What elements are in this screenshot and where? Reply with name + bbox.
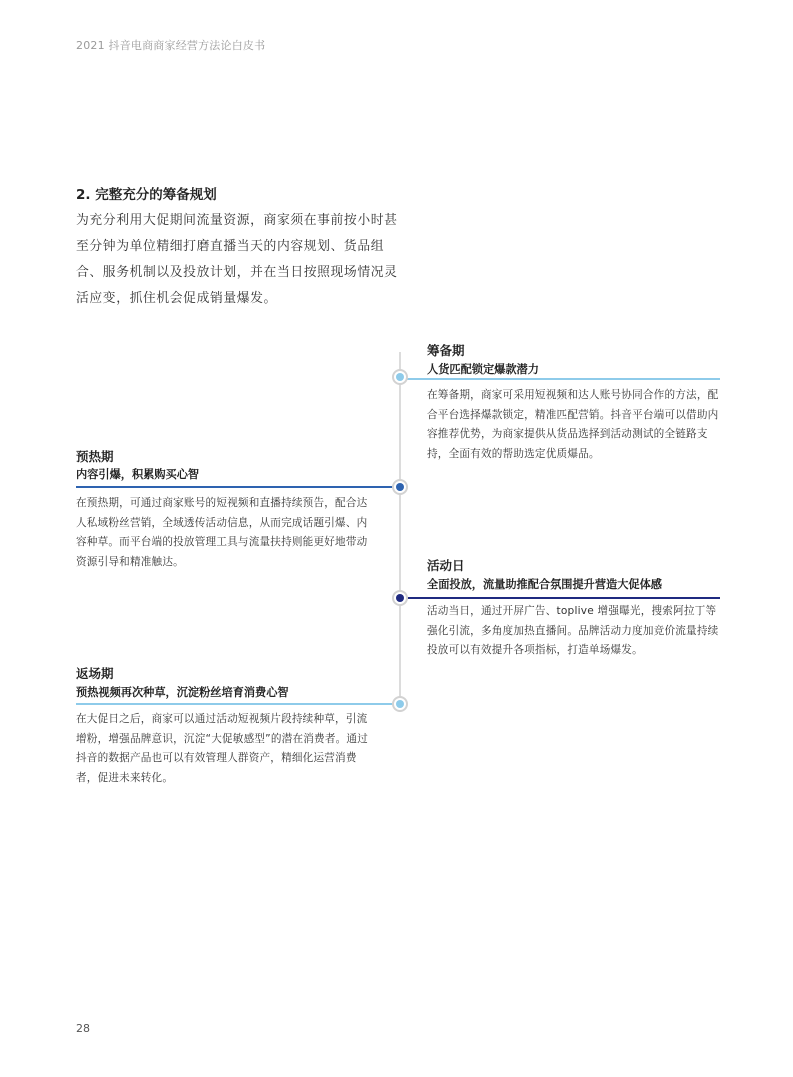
stage-divider-preparation bbox=[400, 378, 720, 380]
timeline-node-event-day bbox=[392, 590, 408, 606]
stage-body-event-day: 活动当日，通过开屏广告、toplive 增强曝光，搜索阿拉丁等强化引流，多角度加热直播间。品牌活动力度加竞价流量持续投放可以有效提升各项指标，打造单场爆发。 bbox=[427, 605, 719, 656]
timeline-node-encore bbox=[392, 696, 408, 712]
timeline-axis bbox=[399, 352, 401, 712]
stage-divider-event-day bbox=[400, 597, 720, 599]
stage-title-preparation: 筹备期 bbox=[427, 343, 465, 358]
stage-divider-warmup bbox=[76, 486, 400, 488]
timeline-dot-event-day bbox=[396, 594, 404, 602]
stage-subtitle-event-day: 全面投放，流量助推配合氛围提升营造大促体感 bbox=[427, 578, 662, 591]
stage-body-encore: 在大促日之后，商家可以通过活动短视频片段持续种草，引流增粉，增强品牌意识，沉淀“大促敏感型”的潜在消费者。通过抖音的数据产品也可以有效管理人群资产，精细化运营消费者，促进未来转化。 bbox=[76, 713, 369, 784]
timeline-node-preparation bbox=[392, 369, 408, 385]
stage-body-preparation: 在筹备期，商家可采用短视频和达人账号协同合作的方法，配合平台选择爆款锁定，精准匹配营销。抖音平台端可以借助内容推荐优势，为商家提供从货品选择到活动测试的全链路支持，全面有效的帮助选定优质爆品。 bbox=[427, 389, 719, 460]
timeline-dot-preparation bbox=[396, 373, 404, 381]
stage-title-warmup: 预热期 bbox=[76, 449, 114, 464]
section-title: 2. 完整充分的筹备规划 bbox=[76, 187, 217, 203]
stage-title-event-day: 活动日 bbox=[427, 558, 465, 573]
stage-subtitle-preparation: 人货匹配锁定爆款潜力 bbox=[427, 363, 539, 376]
stage-subtitle-encore: 预热视频再次种草，沉淀粉丝培育消费心智 bbox=[76, 686, 289, 699]
timeline-node-warmup bbox=[392, 479, 408, 495]
timeline-dot-warmup bbox=[396, 483, 404, 491]
stage-title-encore: 返场期 bbox=[76, 666, 114, 681]
timeline-dot-encore bbox=[396, 700, 404, 708]
page-number: 28 bbox=[76, 1022, 90, 1035]
section-intro: 为充分利用大促期间流量资源，商家须在事前按小时甚至分钟为单位精细打磨直播当天的内容规划、货品组合、服务机制以及投放计划，并在当日按照现场情况灵活应变，抓住机会促成销量爆发。 bbox=[76, 213, 398, 306]
stage-divider-encore bbox=[76, 703, 400, 705]
stage-body-warmup: 在预热期，可通过商家账号的短视频和直播持续预告，配合达人私域粉丝营销，全域透传活动信息，从而完成话题引爆、内容种草。而平台端的投放管理工具与流量扶持则能更好地带动资源引导和精准触达。 bbox=[76, 497, 368, 568]
stage-subtitle-warmup: 内容引爆，积累购买心智 bbox=[76, 468, 200, 481]
running-header: 2021 抖音电商商家经营方法论白皮书 bbox=[76, 39, 266, 52]
